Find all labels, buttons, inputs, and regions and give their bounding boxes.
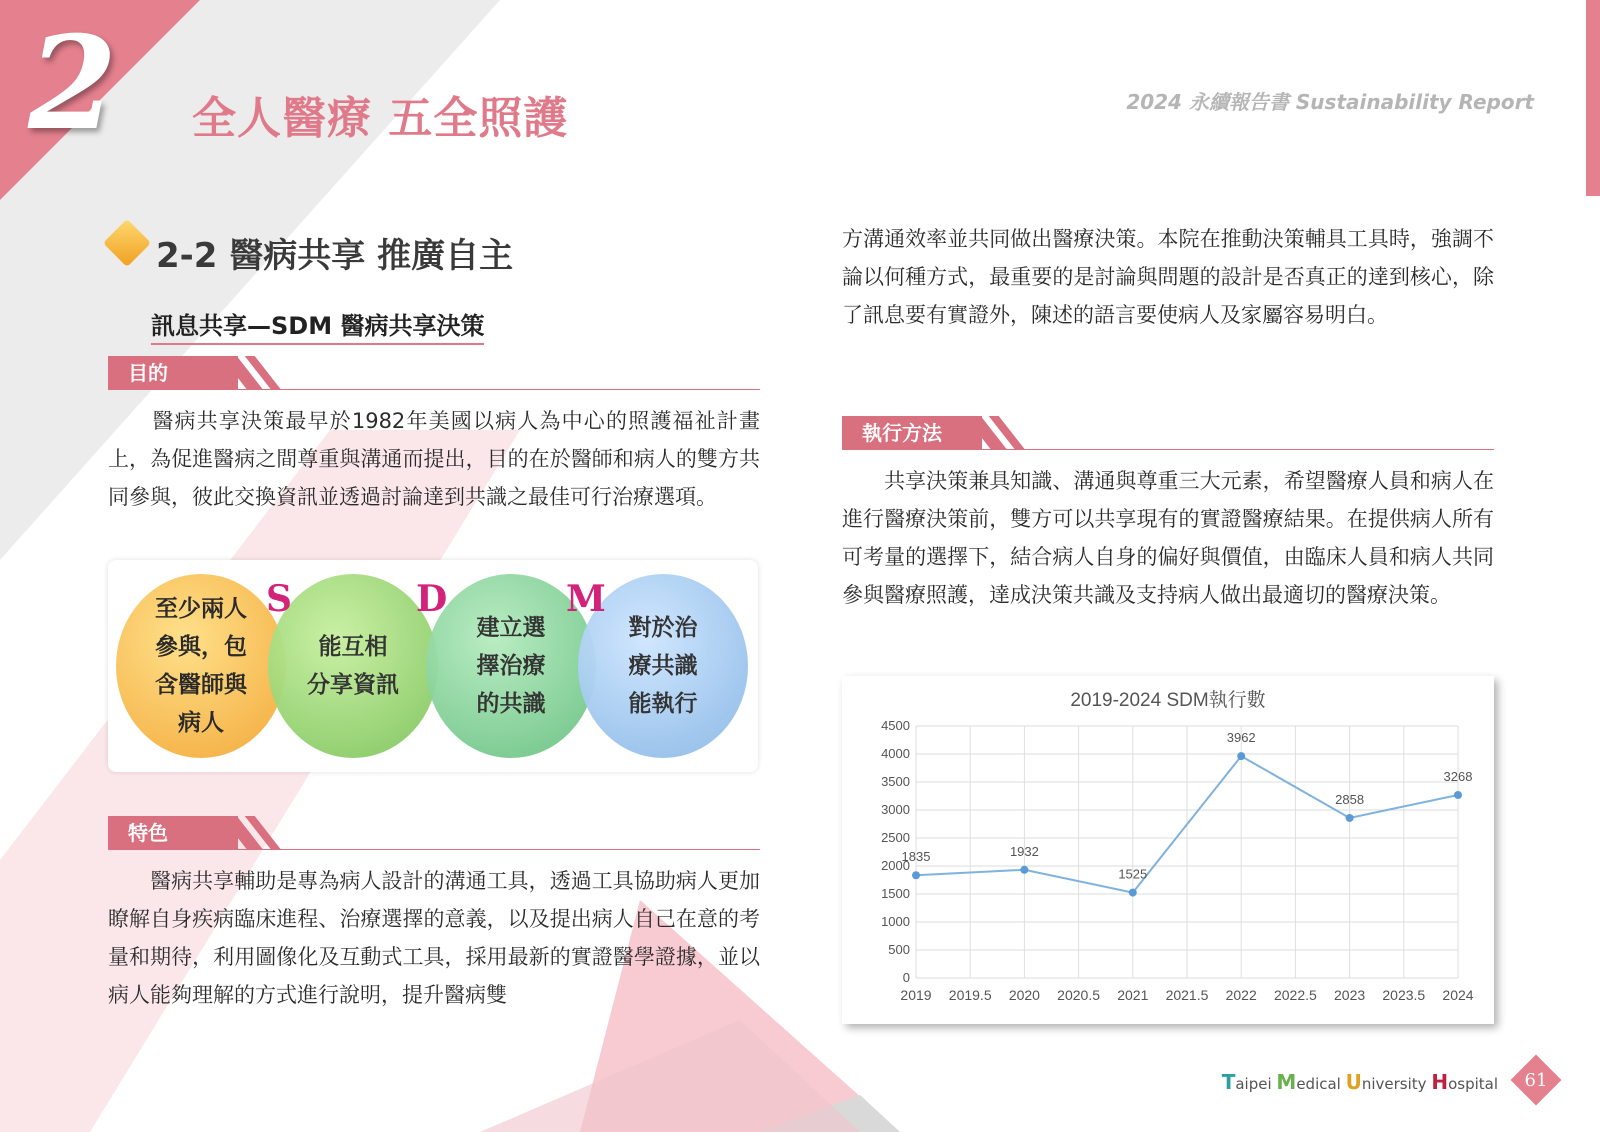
sdm-diagram <box>108 560 758 772</box>
x-tick-label: 2020.5 <box>1057 987 1101 1003</box>
y-tick-label: 4500 <box>881 718 910 733</box>
sdm-circle-line: 的共識 <box>476 691 546 717</box>
chapter-title: 全人醫療 五全照護 <box>192 93 569 144</box>
section-title <box>108 228 513 277</box>
sdm-circle-line: 建立選 <box>476 615 546 641</box>
label-underline <box>842 449 1494 450</box>
sdm-circle <box>116 574 286 758</box>
brand-initial: H <box>1431 1070 1449 1094</box>
y-tick-label: 1500 <box>881 886 910 901</box>
data-point <box>1454 791 1462 799</box>
x-tick-label: 2022 <box>1225 987 1257 1003</box>
brand-word: aipei <box>1235 1075 1277 1093</box>
method-paragraph: 共享決策兼具知識、溝通與尊重三大元素，希望醫療人員和病人在進行醫療決策前，雙方可以共享現有的實證醫療結果。在提供病人所有可考量的選擇下，結合病人自身的偏好與價值，由臨床人員和病人共同參與醫療照護，達成決策共識及支持病人做出最適切的醫療決策。 <box>842 469 1494 607</box>
sdm-circle-line: 至少兩人 <box>155 596 247 622</box>
hospital-brand <box>1222 1070 1498 1094</box>
x-tick-label: 2023.5 <box>1382 987 1426 1003</box>
brand-word: niversity <box>1361 1075 1432 1093</box>
data-label: 1932 <box>1009 843 1039 859</box>
brand-initial: M <box>1276 1070 1297 1094</box>
sdm-circle-line: 對於治 <box>628 615 698 641</box>
method-label: 執行方法 <box>842 416 982 450</box>
label-underline <box>108 849 760 850</box>
sdm-circle-line: 能互相 <box>318 634 388 660</box>
sdm-circle-text <box>155 590 247 742</box>
section-subtitle: 訊息共享—SDM 醫病共享決策 <box>151 306 484 345</box>
sdm-circle-line: 分享資訊 <box>307 672 399 698</box>
y-tick-label: 3000 <box>881 802 910 817</box>
sdm-circle-line: 能執行 <box>628 691 698 717</box>
y-tick-label: 2500 <box>881 830 910 845</box>
data-point <box>1020 866 1028 874</box>
edge-tab <box>1586 0 1600 196</box>
purpose-label: 目的 <box>108 356 238 390</box>
sdm-line-chart <box>842 676 1494 1024</box>
brand-word: ospital <box>1448 1075 1498 1093</box>
data-label: 1835 <box>901 849 931 865</box>
sdm-circle <box>268 574 438 758</box>
method-label-bar <box>842 416 1494 450</box>
brand-initial: U <box>1345 1070 1362 1094</box>
data-point <box>1237 752 1245 760</box>
x-tick-label: 2021.5 <box>1165 987 1209 1003</box>
data-label: 3268 <box>1443 768 1473 784</box>
features-paragraph: 醫病共享輔助是專為病人設計的溝通工具，透過工具協助病人更加瞭解自身疾病臨床進程、治療選擇的意義，以及提出病人自己在意的考量和期待，利用圖像化及互動式工具，採用最新的實證醫學證據，並以病人能夠理解的方式進行說明，提升醫病雙 <box>108 869 760 1007</box>
sdm-circle-text <box>629 609 698 723</box>
sdm-circle-text <box>307 628 399 704</box>
sdm-circle-line: 參與，包 <box>155 634 247 660</box>
brand-initial: T <box>1221 1070 1236 1094</box>
page-number: 61 <box>1524 1070 1548 1091</box>
purpose-label-bar <box>108 356 760 390</box>
y-tick-label: 4000 <box>881 746 910 761</box>
chart-title: 2019-2024 SDM執行數 <box>1070 690 1266 711</box>
section-title-text: 2-2 醫病共享 推廣自主 <box>156 236 514 276</box>
brand-word: edical <box>1296 1075 1346 1093</box>
sdm-circle-line: 擇治療 <box>476 653 546 679</box>
y-tick-label: 2000 <box>881 858 910 873</box>
y-tick-label: 500 <box>888 942 910 957</box>
sdm-letter-d: D <box>416 578 448 620</box>
data-point <box>912 871 920 879</box>
x-tick-label: 2019 <box>900 987 932 1003</box>
features-label-bar <box>108 816 760 850</box>
report-title: 2024 永續報告書 Sustainability Report <box>1126 90 1534 114</box>
data-label: 3962 <box>1226 730 1256 746</box>
y-tick-label: 0 <box>902 970 910 985</box>
sdm-circle-line: 病人 <box>178 710 224 736</box>
data-label: 1525 <box>1118 866 1148 882</box>
sdm-circle-text <box>477 609 546 723</box>
sdm-chart-card <box>842 676 1494 1024</box>
data-point <box>1346 814 1354 822</box>
sdm-letter-s: S <box>266 578 292 620</box>
features-label: 特色 <box>108 816 238 850</box>
x-tick-label: 2020 <box>1008 987 1040 1003</box>
y-tick-label: 1000 <box>881 914 910 929</box>
x-tick-label: 2022.5 <box>1273 987 1317 1003</box>
label-underline <box>108 389 760 390</box>
x-tick-label: 2019.5 <box>948 987 992 1003</box>
sdm-circle-line: 療共識 <box>628 653 698 679</box>
sdm-letter-m: M <box>566 578 606 620</box>
continued-paragraph: 方溝通效率並共同做出醫療決策。本院在推動決策輔具工具時，強調不論以何種方式，最重要的是討論與問題的設計是否真正的達到核心，除了訊息要有實證外，陳述的語言要使病人及家屬容易明白。 <box>842 227 1494 327</box>
chapter-number: 2 <box>28 9 118 159</box>
x-tick-label: 2024 <box>1442 987 1474 1003</box>
data-point <box>1129 889 1137 897</box>
y-tick-label: 3500 <box>881 774 910 789</box>
data-label: 2858 <box>1335 791 1365 807</box>
sdm-circle-line: 含醫師與 <box>155 672 247 698</box>
purpose-paragraph: 醫病共享決策最早於1982年美國以病人為中心的照護福祉計畫上，為促進醫病之間尊重與溝通而提出，目的在於醫師和病人的雙方共同參與，彼此交換資訊並透過討論達到共識之最佳可行治療選項。 <box>108 409 760 509</box>
x-tick-label: 2021 <box>1117 987 1149 1003</box>
x-tick-label: 2023 <box>1334 987 1366 1003</box>
